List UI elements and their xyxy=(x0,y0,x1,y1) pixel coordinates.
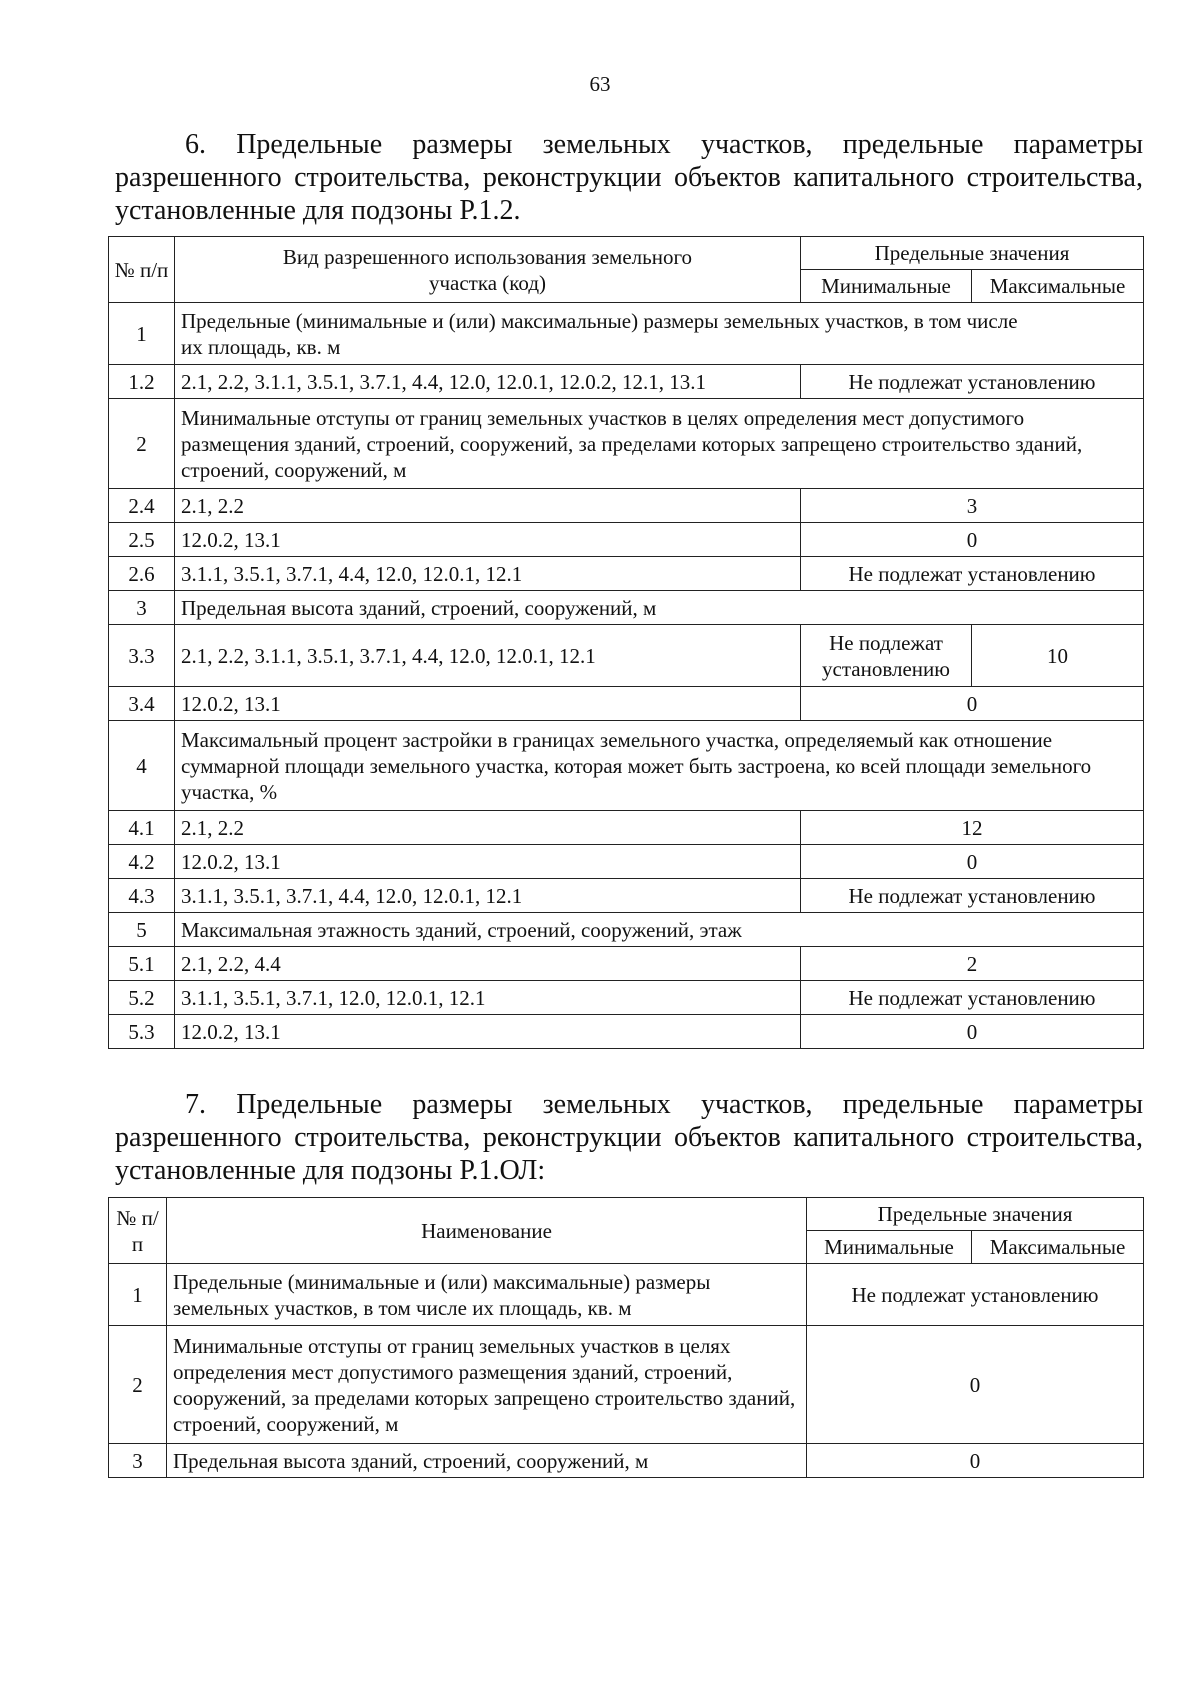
row-num: 2.6 xyxy=(109,557,175,591)
row-num: 5.3 xyxy=(109,1015,175,1049)
row-value: Не подлежат установлению xyxy=(807,1264,1144,1326)
row-num: 2.5 xyxy=(109,523,175,557)
section-6-heading: 6. Предельные размеры земельных участков, предельные параметры разрешенного строительства, реконструкции объектов капитального строительства, установленные для подзоны Р.1.2. xyxy=(115,129,1143,226)
row-value: Не подлежат установлению xyxy=(801,557,1144,591)
row-section-title: Предельная высота зданий, строений, сооружений, м xyxy=(175,591,1144,625)
row-num: 3.3 xyxy=(109,625,175,687)
row-value: 0 xyxy=(807,1444,1144,1478)
row-codes: 3.1.1, 3.5.1, 3.7.1, 4.4, 12.0, 12.0.1, 12.1 xyxy=(175,557,801,591)
row-codes: 12.0.2, 13.1 xyxy=(175,845,801,879)
row-codes: 12.0.2, 13.1 xyxy=(175,687,801,721)
page-number: 63 xyxy=(589,72,611,96)
header-max: Максимальные xyxy=(972,1231,1144,1264)
header-name: Наименование xyxy=(167,1198,807,1264)
row-min-value: Не подлежат установлению xyxy=(801,625,972,687)
row-codes: 3.1.1, 3.5.1, 3.7.1, 4.4, 12.0, 12.0.1, 12.1 xyxy=(175,879,801,913)
section-7-heading: 7. Предельные размеры земельных участков, предельные параметры разрешенного строительства, реконструкции объектов капитального строительства, установленные для подзоны Р.1.ОЛ: xyxy=(115,1089,1143,1186)
row-value: 3 xyxy=(801,489,1144,523)
row-num: 2.4 xyxy=(109,489,175,523)
row-num: 5.1 xyxy=(109,947,175,981)
header-limits: Предельные значения xyxy=(807,1198,1144,1231)
row-section-title: Максимальный процент застройки в границах земельного участка, определяемый как отношение суммарной площади земельного участка, которая может быть застроена, ко всей площади земельного участка, % xyxy=(175,721,1144,811)
row-codes: 12.0.2, 13.1 xyxy=(175,1015,801,1049)
row-value: 0 xyxy=(801,1015,1144,1049)
row-codes: 12.0.2, 13.1 xyxy=(175,523,801,557)
row-value: Не подлежат установлению xyxy=(801,365,1144,399)
row-num: 2 xyxy=(109,399,175,489)
table-subzone-r12 xyxy=(108,236,1144,1049)
row-section-title: Предельные (минимальные и (или) максимальные) размеры земельных участков, в том числе их площадь, кв. м xyxy=(175,303,1144,365)
header-min: Минимальные xyxy=(807,1231,972,1264)
row-num: 4.2 xyxy=(109,845,175,879)
row-section-title: Минимальные отступы от границ земельных участков в целях определения мест допустимого размещения зданий, строений, сооружений, за пределами которых запрещено строительство зданий, строений, сооружений, м xyxy=(175,399,1144,489)
row-value: 0 xyxy=(807,1326,1144,1444)
row-value: 0 xyxy=(801,523,1144,557)
row-codes: 2.1, 2.2, 3.1.1, 3.5.1, 3.7.1, 4.4, 12.0, 12.0.1, 12.1 xyxy=(175,625,801,687)
row-num: 5.2 xyxy=(109,981,175,1015)
row-codes: 3.1.1, 3.5.1, 3.7.1, 12.0, 12.0.1, 12.1 xyxy=(175,981,801,1015)
row-num: 1 xyxy=(109,303,175,365)
row-num: 4.3 xyxy=(109,879,175,913)
row-num: 3 xyxy=(109,1444,167,1478)
row-value: Не подлежат установлению xyxy=(801,879,1144,913)
row-value: Не подлежат установлению xyxy=(801,981,1144,1015)
row-value: 12 xyxy=(801,811,1144,845)
header-limits: Предельные значения xyxy=(801,237,1144,270)
row-value: 0 xyxy=(801,687,1144,721)
header-max: Максимальные xyxy=(972,270,1144,303)
row-num: 3 xyxy=(109,591,175,625)
row-codes: 2.1, 2.2 xyxy=(175,489,801,523)
row-num: 5 xyxy=(109,913,175,947)
row-num: 4 xyxy=(109,721,175,811)
row-codes: 2.1, 2.2, 3.1.1, 3.5.1, 3.7.1, 4.4, 12.0, 12.0.1, 12.0.2, 12.1, 13.1 xyxy=(175,365,801,399)
header-num: № п/п xyxy=(109,237,175,303)
row-name: Минимальные отступы от границ земельных участков в целях определения мест допустимого размещения зданий, строений, сооружений, за пределами которых запрещено строительство зданий, строений, сооружений, м xyxy=(167,1326,807,1444)
row-num: 1 xyxy=(109,1264,167,1326)
row-num: 4.1 xyxy=(109,811,175,845)
row-name: Предельная высота зданий, строений, сооружений, м xyxy=(167,1444,807,1478)
row-num: 1.2 xyxy=(109,365,175,399)
header-num: № п/п xyxy=(109,1198,167,1264)
row-codes: 2.1, 2.2, 4.4 xyxy=(175,947,801,981)
table-subzone-r1ol xyxy=(108,1197,1144,1478)
row-num: 3.4 xyxy=(109,687,175,721)
row-codes: 2.1, 2.2 xyxy=(175,811,801,845)
row-value: 2 xyxy=(801,947,1144,981)
row-section-title: Максимальная этажность зданий, строений, сооружений, этаж xyxy=(175,913,1144,947)
row-max-value: 10 xyxy=(972,625,1144,687)
row-name: Предельные (минимальные и (или) максимальные) размеры земельных участков, в том числе их площадь, кв. м xyxy=(167,1264,807,1326)
row-value: 0 xyxy=(801,845,1144,879)
row-num: 2 xyxy=(109,1326,167,1444)
header-use-type: Вид разрешенного использования земельного участка (код) xyxy=(175,237,801,303)
header-min: Минимальные xyxy=(801,270,972,303)
